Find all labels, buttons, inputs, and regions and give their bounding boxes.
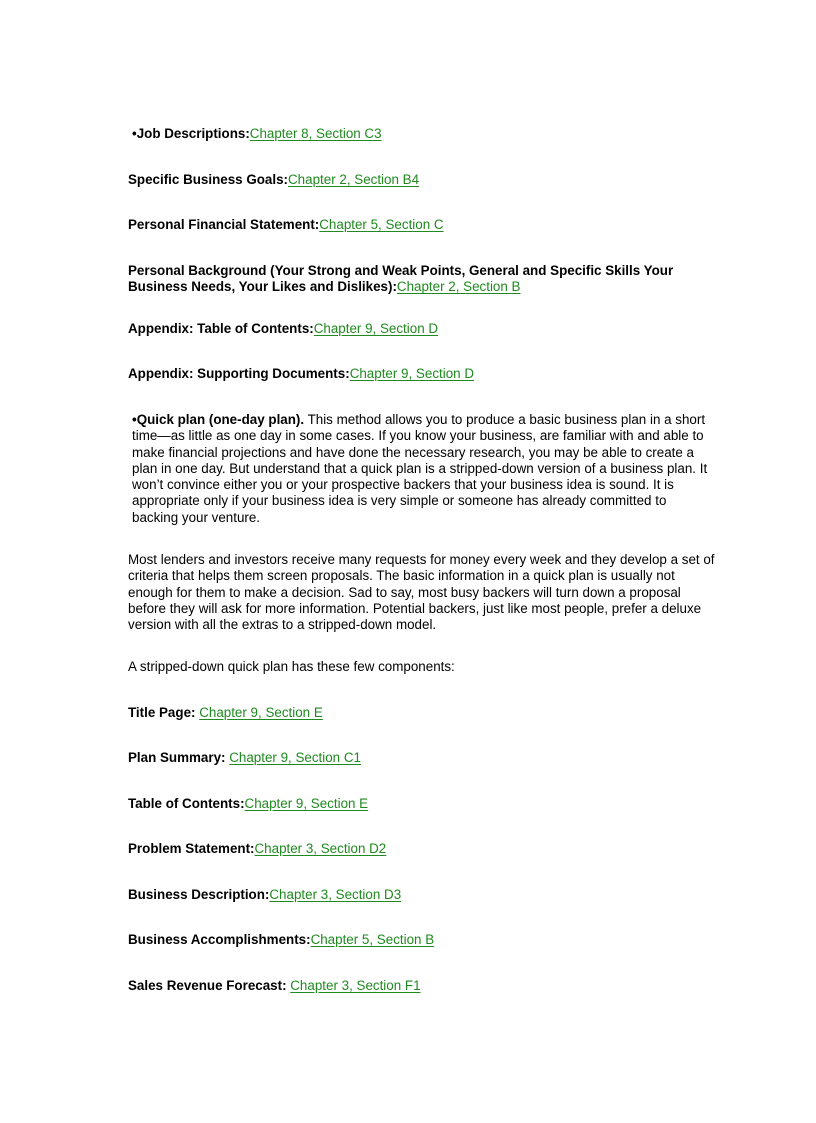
chapter-link[interactable]: Chapter 9, Section C1 xyxy=(229,750,361,765)
entry-label: Personal Background (Your Strong and Weak Points, General and Specific Skills Your Business Needs, Your Likes and Dislikes): xyxy=(128,263,674,295)
component-title-page xyxy=(128,705,718,721)
chapter-link[interactable]: Chapter 3, Section D3 xyxy=(269,887,402,902)
chapter-link[interactable]: Chapter 3, Section F1 xyxy=(290,978,421,993)
chapter-link[interactable]: Chapter 9, Section E xyxy=(244,796,369,811)
entry-job-descriptions xyxy=(132,126,722,142)
entry-label: Table of Contents: xyxy=(128,796,245,811)
entry-label: Business Accomplishments: xyxy=(128,932,311,947)
entry-label: Problem Statement: xyxy=(128,841,255,856)
entry-label: Title Page: xyxy=(128,705,200,720)
entry-label: Sales Revenue Forecast: xyxy=(128,978,291,993)
chapter-link[interactable]: Chapter 8, Section C3 xyxy=(249,126,382,141)
entry-personal-financial-statement xyxy=(128,217,718,233)
quick-plan-body: This method allows you to produce a basic business plan in a short time—as little as one day in some cases. If you know your business, are familiar with and able to make financial projections and have done the necessary research, you may be able to create a plan in one day. But understand that a quick plan is a stripped-down version of a business plan. It won’t convince either you or your prospective backers that your business idea is sound. It is appropriate only if your business idea is very simple or someone has already committed to backing your venture. xyxy=(132,412,708,525)
component-business-description xyxy=(128,887,718,903)
chapter-link[interactable]: Chapter 2, Section B4 xyxy=(288,172,420,187)
quick-plan-paragraph xyxy=(132,412,714,526)
entry-label: Plan Summary: xyxy=(128,750,230,765)
chapter-link[interactable]: Chapter 9, Section E xyxy=(199,705,323,720)
components-intro: A stripped-down quick plan has these few components: xyxy=(128,659,455,674)
entry-personal-background xyxy=(128,263,688,296)
component-plan-summary xyxy=(128,750,718,766)
entry-label: Personal Financial Statement: xyxy=(128,217,320,232)
chapter-link[interactable]: Chapter 5, Section C xyxy=(319,217,444,232)
chapter-link[interactable]: Chapter 2, Section B xyxy=(396,279,521,295)
entry-label: Appendix: Supporting Documents: xyxy=(128,366,350,381)
entry-label: •Job Descriptions: xyxy=(132,126,250,141)
entry-appendix-table-of-contents xyxy=(128,321,718,337)
component-sales-revenue-forecast xyxy=(128,978,718,994)
entry-specific-business-goals xyxy=(128,172,718,188)
component-table-of-contents xyxy=(128,796,718,812)
lenders-paragraph: Most lenders and investors receive many requests for money every week and they develop a set of criteria that helps them screen proposals. The basic information in a quick plan is usually not enough for them to make a decision. Sad to say, most busy backers will turn down a proposal before they will ask for more information. Potential backers, just like most people, prefer a deluxe version with all the extras to a stripped-down model. xyxy=(128,552,715,633)
quick-plan-heading: •Quick plan (one-day plan). xyxy=(132,412,305,427)
entry-label: Appendix: Table of Contents: xyxy=(128,321,314,336)
component-business-accomplishments xyxy=(128,932,718,948)
entry-label: Business Description: xyxy=(128,887,270,902)
entry-label: Specific Business Goals: xyxy=(128,172,289,187)
chapter-link[interactable]: Chapter 9, Section D xyxy=(313,321,439,336)
entry-appendix-supporting-documents xyxy=(128,366,718,382)
chapter-link[interactable]: Chapter 3, Section D2 xyxy=(254,841,387,856)
component-problem-statement xyxy=(128,841,718,857)
chapter-link[interactable]: Chapter 9, Section D xyxy=(349,366,474,381)
chapter-link[interactable]: Chapter 5, Section B xyxy=(310,932,435,947)
